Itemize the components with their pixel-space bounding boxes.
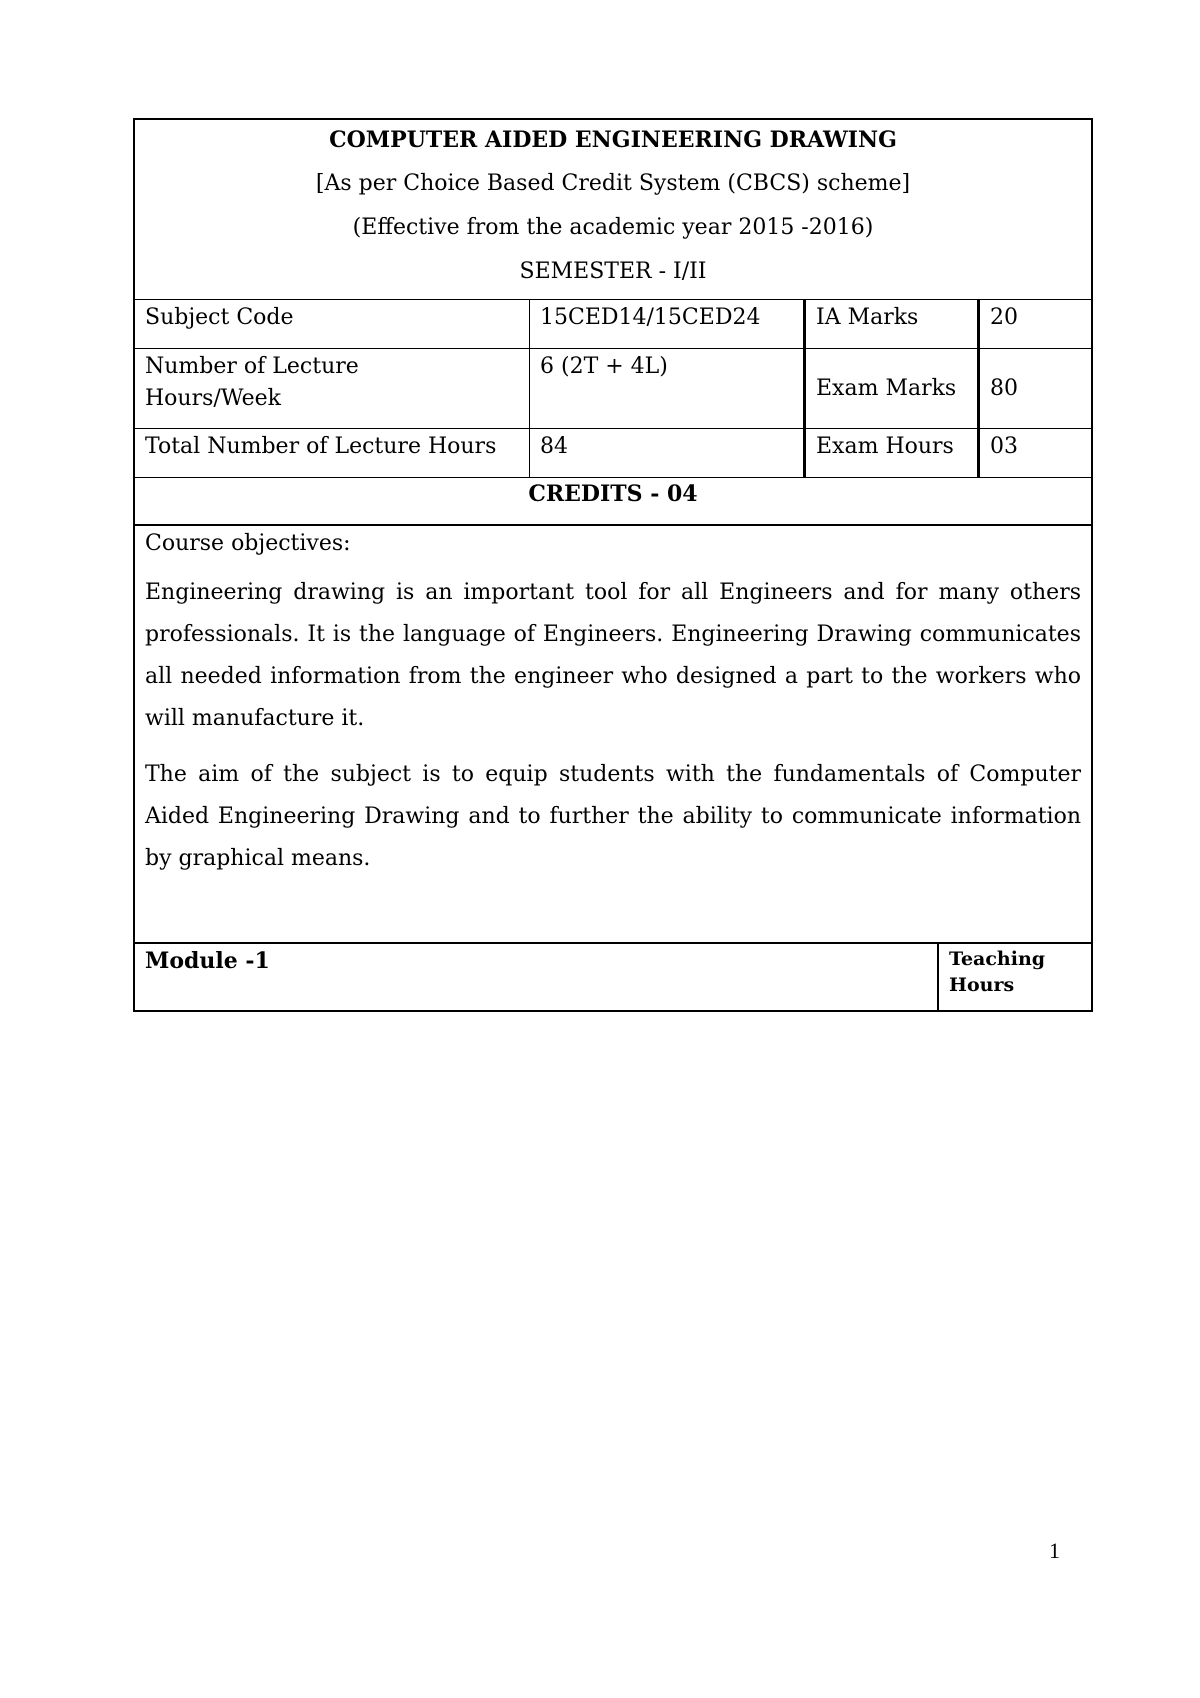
course-title: COMPUTER AIDED ENGINEERING DRAWING	[329, 127, 897, 153]
lecture-hours-week-label-line1: Number of Lecture	[145, 354, 359, 379]
page-number: 1	[1049, 1538, 1060, 1563]
info-row-total-hours	[135, 429, 1091, 478]
info-row-subject-code	[135, 300, 1091, 349]
ia-marks-label: IA Marks	[806, 300, 980, 348]
credits-row: CREDITS - 04	[135, 478, 1091, 526]
syllabus-table	[133, 118, 1093, 1012]
exam-marks-value-text: 80	[990, 375, 1018, 401]
total-hours-label: Total Number of Lecture Hours	[135, 429, 530, 477]
exam-marks-label-text: Exam Marks	[816, 375, 957, 401]
exam-hours-value: 03	[990, 434, 1018, 459]
objectives-paragraph-2: The aim of the subject is to equip students with the fundamentals of Computer Aided Engineering Drawing and to further the ability to communicate information by graphical means.	[145, 762, 1081, 871]
lecture-hours-week-label	[135, 349, 530, 428]
module-row	[135, 944, 1091, 1010]
subject-code-label: Subject Code	[135, 300, 530, 348]
semester-line: SEMESTER - I/II	[519, 259, 707, 284]
total-hours-value: 84	[530, 429, 806, 477]
info-row-lecture-hours	[135, 349, 1091, 429]
lecture-hours-week-value: 6 (2T + 4L)	[530, 349, 806, 428]
effective-line: (Effective from the academic year 2015 -2016)	[352, 215, 874, 240]
course-header	[135, 120, 1091, 300]
objectives-heading: Course objectives:	[145, 531, 351, 556]
teaching-hours-label	[939, 944, 1091, 1010]
ia-marks-value: 20	[990, 305, 1018, 330]
objectives-paragraph-1: Engineering drawing is an important tool for all Engineers and for many others professionals. It is the language of Engineers. Engineering Drawing communicates all needed information from the engineer who designed a part to the workers who will manufacture it.	[145, 580, 1081, 731]
teaching-hours-line1: Teaching	[949, 948, 1046, 970]
course-objectives	[135, 526, 1091, 944]
exam-marks-value	[980, 349, 1091, 428]
exam-marks-label	[806, 349, 980, 428]
exam-hours-label: Exam Hours	[806, 429, 980, 477]
lecture-hours-week-label-line2: Hours/Week	[145, 386, 282, 411]
subject-code-value: 15CED14/15CED24	[530, 300, 806, 348]
scheme-line: [As per Choice Based Credit System (CBCS) scheme]	[315, 171, 911, 196]
module-label: Module -1	[135, 944, 939, 1010]
teaching-hours-line2: Hours	[949, 974, 1015, 996]
